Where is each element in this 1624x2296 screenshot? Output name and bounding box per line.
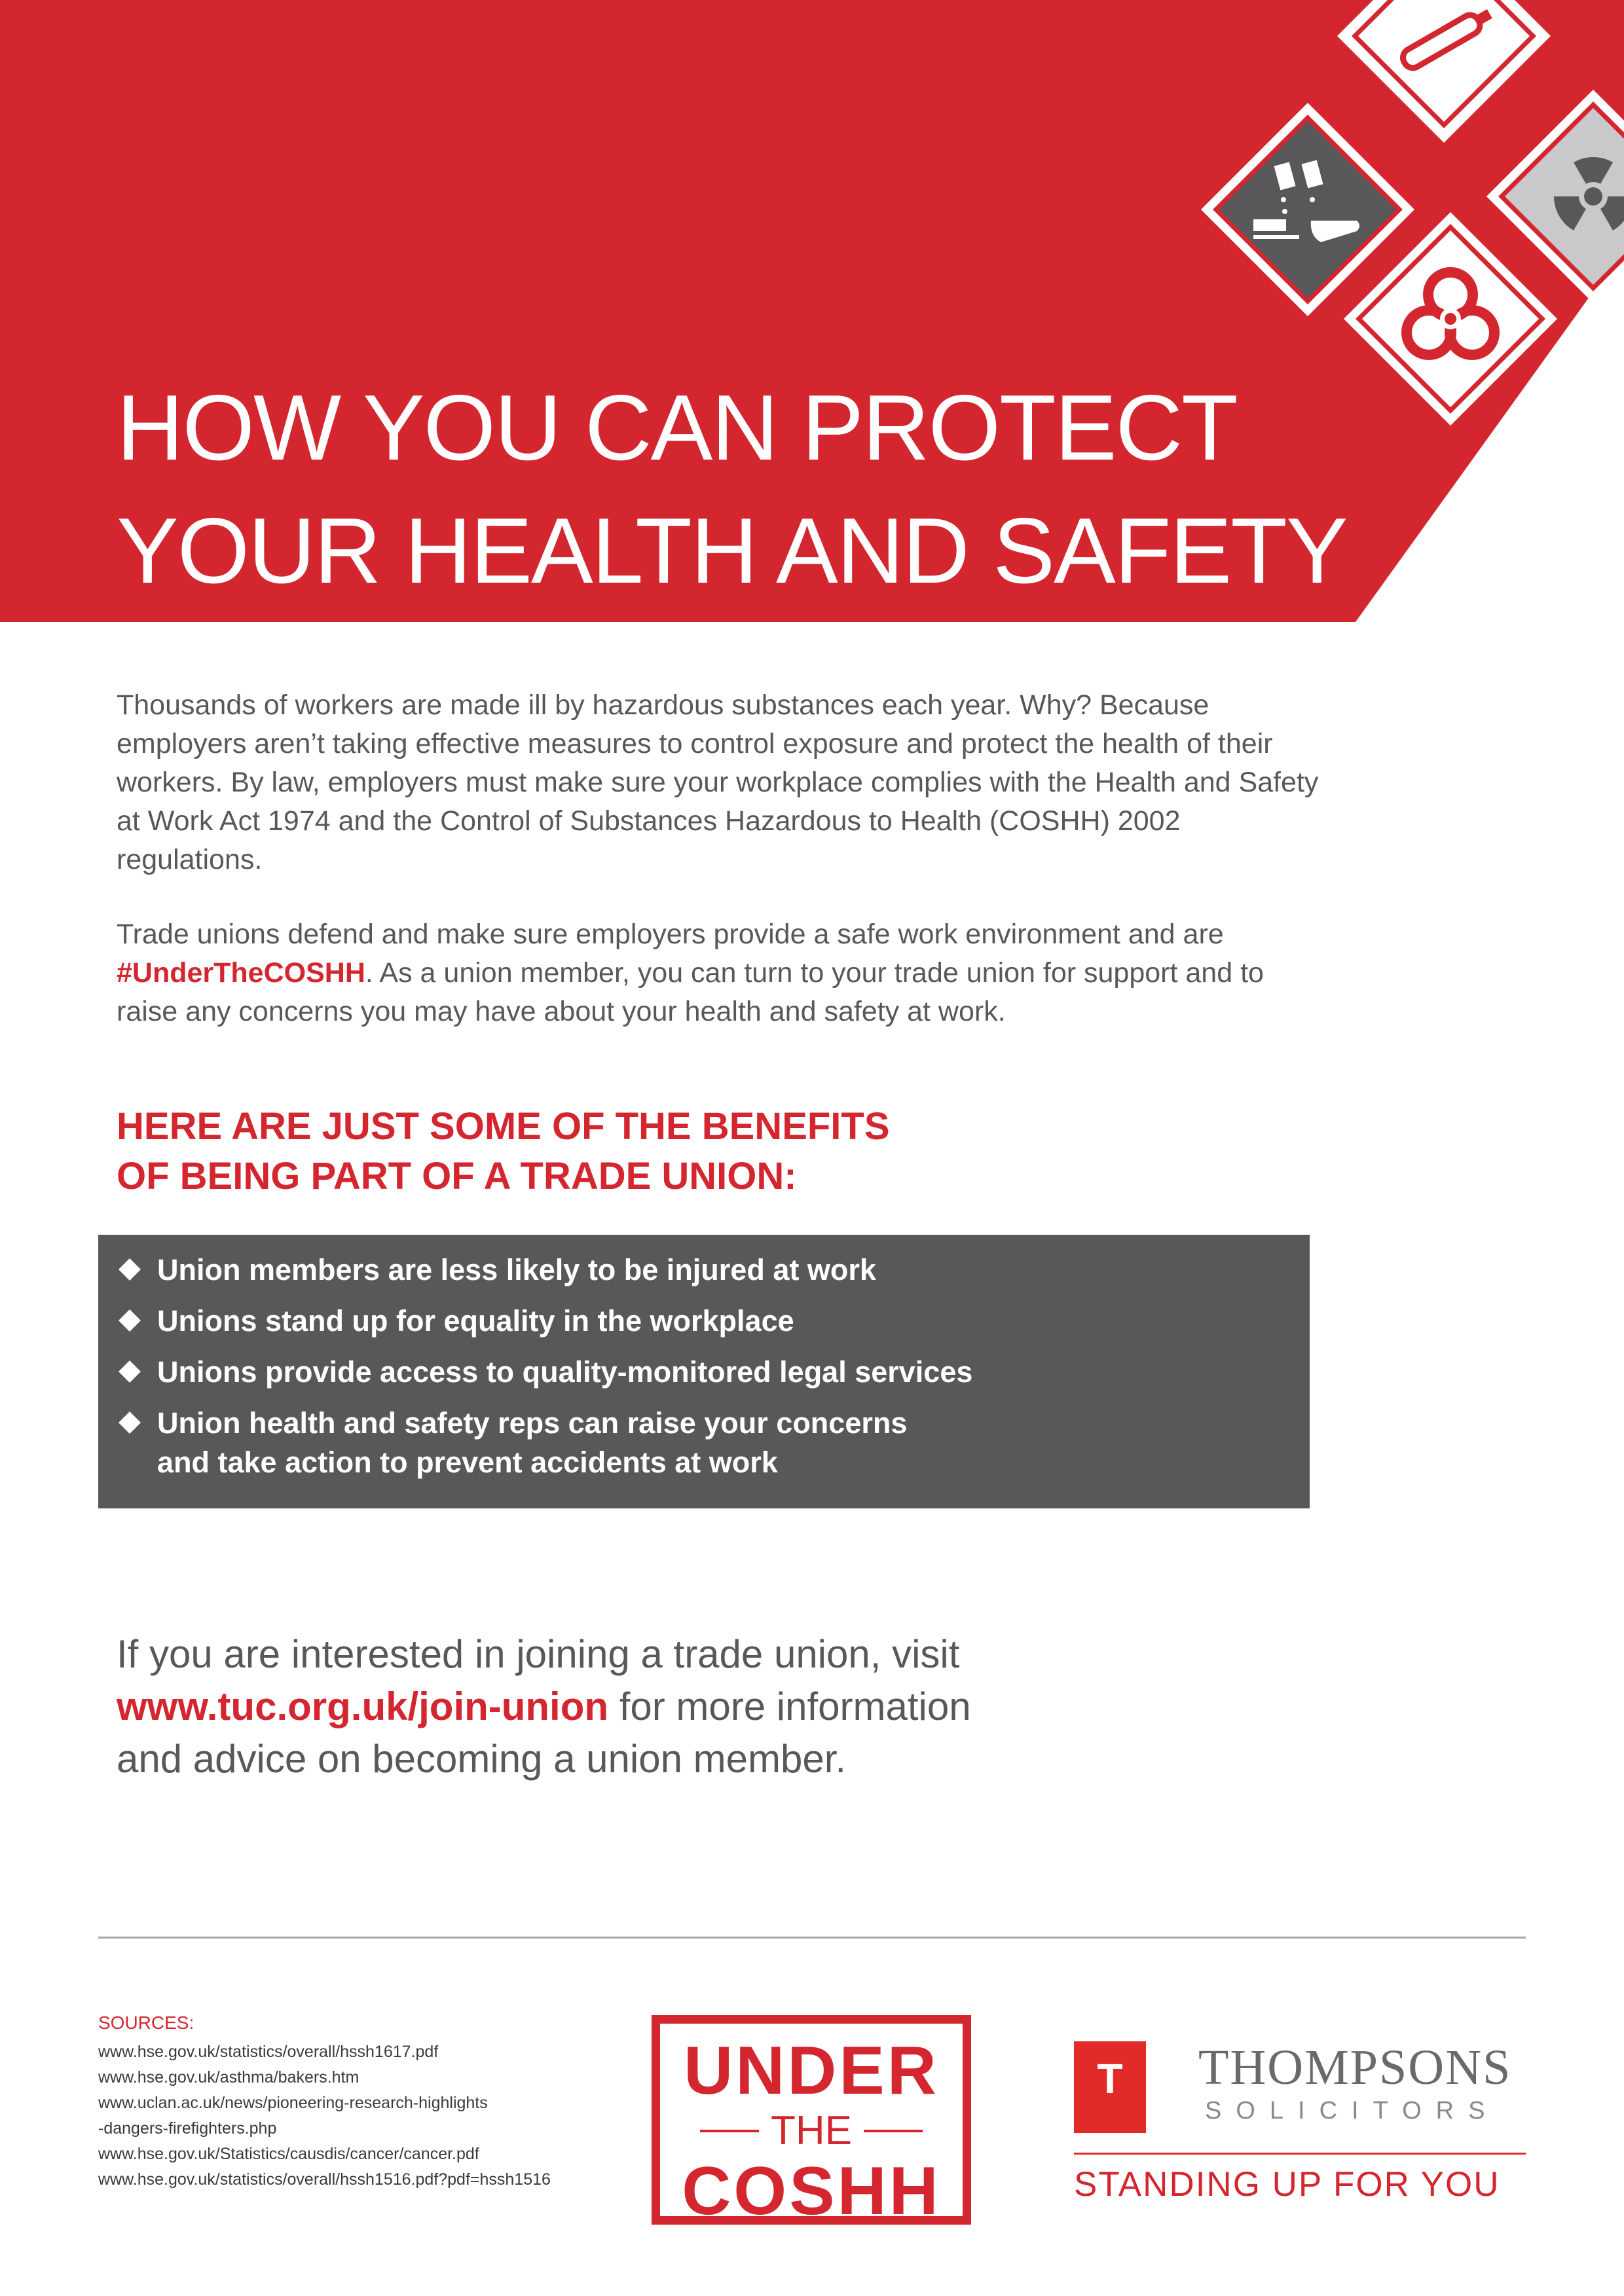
benefits-list	[118, 1250, 972, 1494]
intro-paragraph: Thousands of workers are made ill by hazardous substances each year. Why? Because employers aren’t taking effective measures to control exposure and protect the health of their workers. By law, employers must make sure your workplace complies with the Health and Safety at Work Act 1974 and the Control of Substances Hazardous to Health (COSHH) 2002 regulations.	[117, 689, 1319, 875]
benefit-item	[118, 1250, 972, 1290]
title-line-2: YOUR HEALTH AND SAFETY	[117, 499, 1347, 603]
source-link[interactable]: www.hse.gov.uk/statistics/overall/hssh1516.pdf?pdf=hssh1516	[98, 2170, 551, 2189]
benefits-box	[98, 1235, 1310, 1508]
diamond-bullet-icon	[119, 1360, 141, 1383]
join-line-2-text: for more information	[608, 1685, 971, 1728]
trade-union-paragraph	[117, 915, 1321, 1031]
benefit-text: Union members are less likely to be injured at work	[157, 1253, 876, 1286]
join-union-text	[117, 1628, 971, 1785]
thompsons-logo	[1074, 2041, 1526, 2212]
page-title	[117, 367, 1347, 613]
source-link[interactable]: www.uclan.ac.uk/news/pioneering-research-highlights	[98, 2094, 488, 2112]
biohazard-icon	[1342, 211, 1559, 427]
join-line-3: and advice on becoming a union member.	[117, 1737, 847, 1781]
source-link-continuation[interactable]: -dangers-firefighters.php	[98, 2119, 277, 2138]
logo-the: THE	[771, 2108, 852, 2153]
sources-title: SOURCES:	[98, 2013, 194, 2033]
source-link[interactable]: www.hse.gov.uk/Statistics/causdis/cancer/cancer.pdf	[98, 2145, 479, 2163]
sources-list	[98, 2010, 551, 2193]
benefits-heading-line-1: HERE ARE JUST SOME OF THE BENEFITS	[117, 1105, 890, 1148]
logo-rule-right	[864, 2130, 923, 2132]
footer-divider	[98, 1937, 1526, 1939]
benefit-text: Unions stand up for equality in the workplace	[157, 1304, 794, 1338]
logo-the-row	[660, 2106, 963, 2156]
hashtag-under-the-coshh: #UnderTheCOSHH	[117, 957, 365, 989]
logo-rule-left	[700, 2130, 759, 2132]
benefit-text-line-1: Union health and safety reps can raise your concerns	[157, 1406, 908, 1440]
paragraph-text-start: Trade unions defend and make sure employers provide a safe work environment and are	[117, 919, 1224, 950]
thompsons-t-mark	[1074, 2041, 1146, 2133]
benefits-heading	[117, 1102, 890, 1201]
thompsons-solicitors: SOLICITORS	[1205, 2097, 1500, 2124]
paragraph-text-end: . As a union member, you can turn to your trade union for support and to raise any concerns you may have about your health and safety at work.	[117, 957, 1264, 1027]
thompsons-name: THOMPSONS	[1198, 2040, 1512, 2095]
benefit-item	[118, 1353, 972, 1392]
join-union-link[interactable]: www.tuc.org.uk/join-union	[117, 1685, 609, 1728]
benefit-text-line-2: and take action to prevent accidents at work	[157, 1446, 778, 1479]
source-link[interactable]: www.hse.gov.uk/statistics/overall/hssh1617.pdf	[98, 2043, 439, 2061]
logo-under: UNDER	[684, 2033, 939, 2109]
diamond-bullet-icon	[119, 1309, 141, 1332]
benefit-text: Unions provide access to quality-monitored legal services	[157, 1355, 973, 1389]
thompsons-rule	[1074, 2153, 1526, 2155]
benefit-item	[118, 1302, 972, 1341]
under-the-coshh-logo	[652, 2015, 971, 2229]
header-banner	[0, 0, 1624, 622]
logo-coshh: COSHH	[682, 2153, 941, 2229]
join-line-2	[117, 1681, 971, 1733]
diamond-bullet-icon	[119, 1258, 141, 1281]
title-line-1: HOW YOU CAN PROTECT	[117, 376, 1237, 480]
diamond-bullet-icon	[119, 1412, 141, 1434]
thompsons-tagline: STANDING UP FOR YOU	[1074, 2165, 1500, 2204]
source-link[interactable]: www.hse.gov.uk/asthma/bakers.htm	[98, 2068, 360, 2086]
benefit-item	[118, 1404, 972, 1482]
benefits-heading-line-2: OF BEING PART OF A TRADE UNION:	[117, 1155, 797, 1197]
join-line-1: If you are interested in joining a trade union, visit	[117, 1632, 960, 1676]
thompsons-t-letter: T	[1097, 2055, 1123, 2102]
